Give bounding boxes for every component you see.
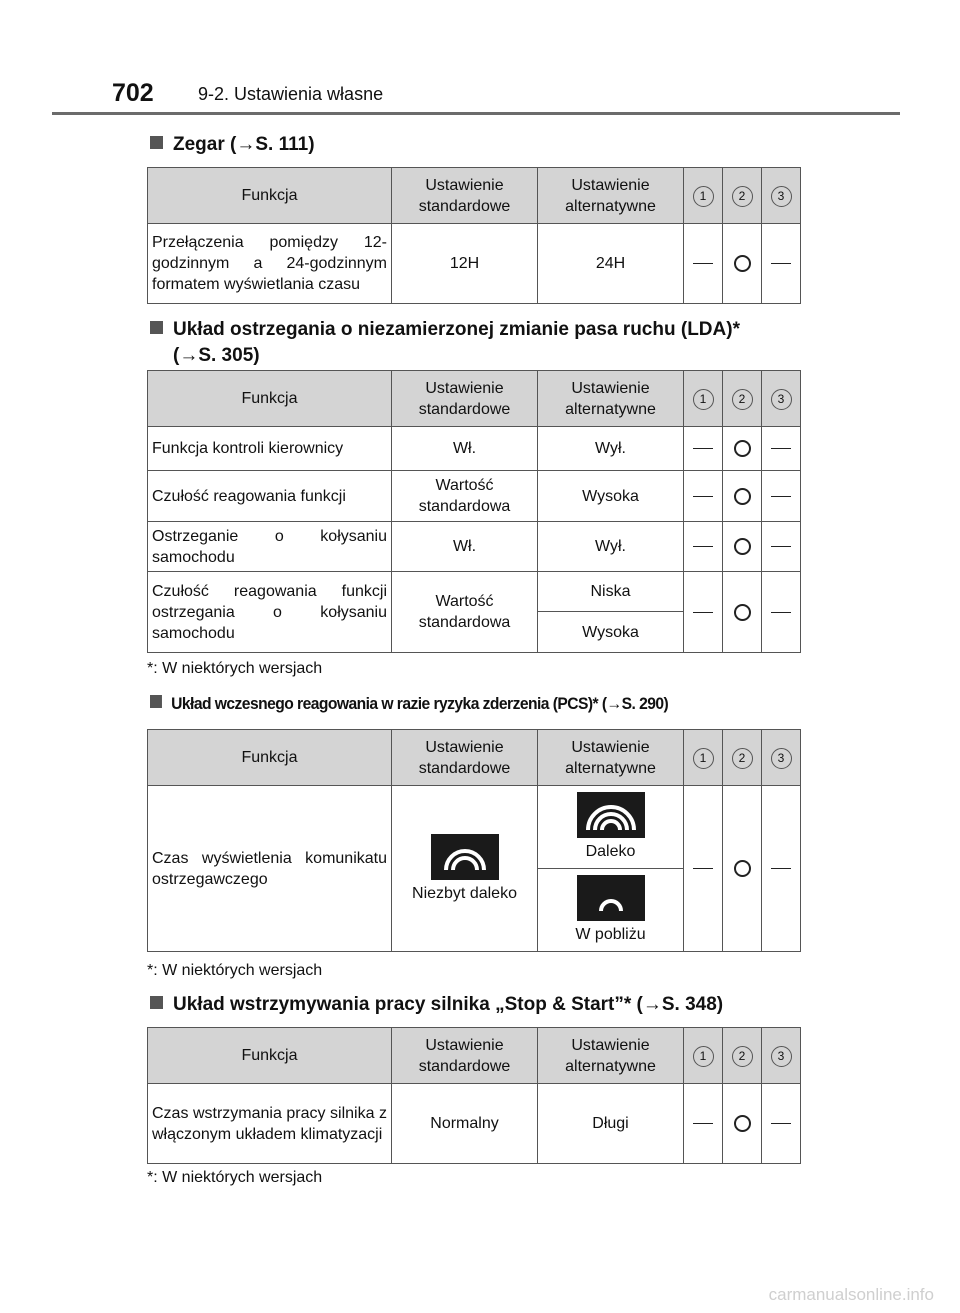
table-header-row	[148, 371, 801, 427]
circled-1-icon: 1	[693, 748, 714, 769]
col-alternative: Ustawienie alternatywne	[538, 1028, 684, 1084]
col-standard: Ustawienie standardowe	[392, 168, 538, 224]
circled-2-icon: 2	[732, 1046, 753, 1067]
page-header	[0, 0, 960, 116]
circled-3-icon: 3	[771, 1046, 792, 1067]
section-title: 9-2. Ustawienia własne	[198, 84, 384, 104]
heading-zegar: Zegar (→S. 111)	[150, 132, 315, 158]
col-standard: Ustawienie standardowe	[392, 371, 538, 427]
cell-alternative: 24H	[538, 224, 684, 304]
watermark: carmanualsonline.info	[768, 1285, 934, 1304]
dash-icon	[771, 546, 791, 547]
warning-distance-medium-icon	[431, 834, 499, 880]
heading-stop-start: Układ wstrzymywania pracy silnika „Stop & Start”* (→S. 348)	[150, 992, 723, 1018]
table-row	[148, 522, 801, 572]
cell-standard: Wł.	[392, 427, 538, 471]
square-bullet-icon	[150, 996, 163, 1009]
cell-alternative: Niska	[538, 572, 684, 612]
page-ref[interactable]: S. 305)	[198, 345, 260, 366]
table-header-row	[148, 1028, 801, 1084]
warning-distance-far-icon	[577, 792, 645, 838]
page-ref[interactable]: S. 348)	[661, 994, 724, 1015]
dash-icon	[771, 1123, 791, 1124]
cell-function: Funkcja kontroli kierownicy	[148, 427, 392, 471]
dash-icon	[693, 612, 713, 613]
page-ref[interactable]: S. 290)	[621, 694, 669, 713]
cell-standard: Normalny	[392, 1084, 538, 1164]
table-row	[148, 1084, 801, 1164]
dash-icon	[771, 868, 791, 869]
circled-2-icon: 2	[732, 186, 753, 207]
circle-icon	[734, 488, 751, 505]
cell-alternative: Daleko	[538, 786, 684, 869]
cell-alternative-2: Wysoka	[538, 612, 684, 653]
circled-2-icon: 2	[732, 389, 753, 410]
dash-icon	[693, 868, 713, 869]
cell-standard: Wartość standardowa	[392, 471, 538, 522]
square-bullet-icon	[150, 321, 163, 334]
table-pcs	[147, 729, 801, 952]
table-row	[148, 471, 801, 522]
footnote: *: W niektórych wersjach	[147, 962, 323, 979]
square-bullet-icon	[150, 136, 163, 149]
dash-icon	[693, 1123, 713, 1124]
table-stop-start	[147, 1027, 801, 1164]
cell-function: Czas wstrzymania pracy silnika z włączonym układem klimatyzacji	[148, 1084, 392, 1164]
dash-icon	[693, 263, 713, 264]
table-row	[148, 786, 801, 869]
cell-standard	[392, 786, 538, 952]
dash-icon	[771, 448, 791, 449]
cell-function: Czas wyświetlenia komunikatu ostrzegawczego	[148, 786, 392, 952]
heading-pcs: Układ wczesnego reagowania w razie ryzyka zderzenia (PCS)* (→S. 290)	[150, 691, 668, 717]
cell-standard: Wł.	[392, 522, 538, 572]
circled-3-icon: 3	[771, 186, 792, 207]
cell-standard: 12H	[392, 224, 538, 304]
cell-alternative: Wysoka	[538, 471, 684, 522]
table-row	[148, 572, 801, 612]
col-funkcja: Funkcja	[148, 168, 392, 224]
page-ref[interactable]: S. 111)	[255, 134, 315, 155]
cell-alternative: Wył.	[538, 522, 684, 572]
col-standard: Ustawienie standardowe	[392, 1028, 538, 1084]
circle-icon	[734, 255, 751, 272]
dash-icon	[693, 496, 713, 497]
circle-icon	[734, 1115, 751, 1132]
cell-function: Przełączenia pomiędzy 12-godzinnym a 24-godzinnym formatem wyświetlania czasu	[148, 224, 392, 304]
circle-icon	[734, 538, 751, 555]
warning-distance-near-icon	[577, 875, 645, 921]
page-number: 702	[112, 79, 154, 107]
circle-icon	[734, 440, 751, 457]
col-alternative: Ustawienie alternatywne	[538, 168, 684, 224]
circle-icon	[734, 604, 751, 621]
dash-icon	[771, 612, 791, 613]
header-rule	[52, 112, 900, 115]
circle-icon	[734, 860, 751, 877]
cell-standard: Wartość standardowa	[392, 572, 538, 653]
heading-lda-ref: (→S. 305)	[173, 345, 260, 366]
heading-lda: Układ ostrzegania o niezamierzonej zmianie pasa ruchu (LDA)*	[150, 317, 740, 343]
table-row	[148, 224, 801, 304]
col-alternative: Ustawienie alternatywne	[538, 371, 684, 427]
circled-3-icon: 3	[771, 389, 792, 410]
dash-icon	[771, 496, 791, 497]
cell-alternative: Wył.	[538, 427, 684, 471]
dash-icon	[771, 263, 791, 264]
col-funkcja: Funkcja	[148, 730, 392, 786]
table-lda	[147, 370, 801, 653]
col-standard: Ustawienie standardowe	[392, 730, 538, 786]
dash-icon	[693, 448, 713, 449]
footnote: *: W niektórych wersjach	[147, 1169, 323, 1186]
label-niezbyt-daleko: Niezbyt daleko	[412, 884, 517, 902]
table-zegar	[147, 167, 801, 304]
circled-2-icon: 2	[732, 748, 753, 769]
table-header-row	[148, 168, 801, 224]
table-row	[148, 427, 801, 471]
cell-alternative: Długi	[538, 1084, 684, 1164]
footnote: *: W niektórych wersjach	[147, 660, 323, 677]
cell-function: Ostrzeganie o kołysaniu samochodu	[148, 522, 392, 572]
col-funkcja: Funkcja	[148, 1028, 392, 1084]
cell-function: Czułość reagowania funkcji	[148, 471, 392, 522]
table-header-row	[148, 730, 801, 786]
circled-3-icon: 3	[771, 748, 792, 769]
circled-1-icon: 1	[693, 389, 714, 410]
square-bullet-icon	[150, 695, 162, 708]
circled-1-icon: 1	[693, 186, 714, 207]
cell-alternative-2: W pobliżu	[538, 869, 684, 952]
circled-1-icon: 1	[693, 1046, 714, 1067]
cell-function: Czułość reagowania funkcji ostrzegania o kołysaniu samochodu	[148, 572, 392, 653]
col-alternative: Ustawienie alternatywne	[538, 730, 684, 786]
dash-icon	[693, 546, 713, 547]
col-funkcja: Funkcja	[148, 371, 392, 427]
